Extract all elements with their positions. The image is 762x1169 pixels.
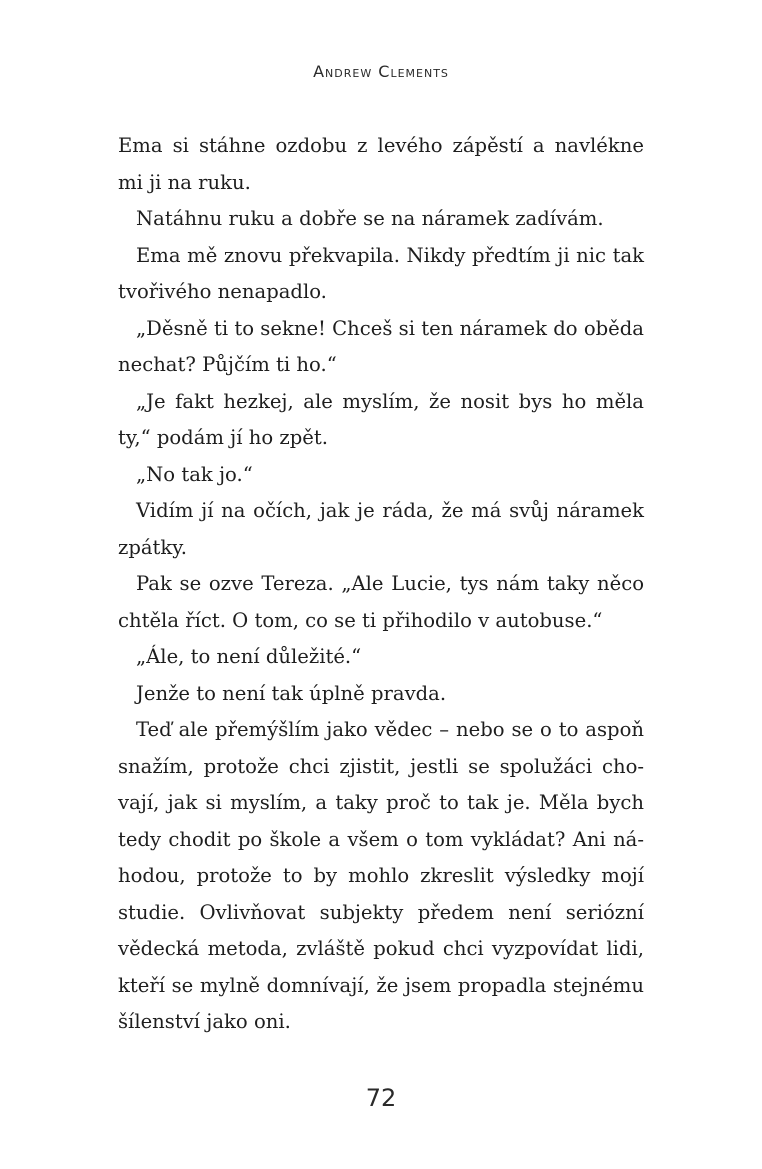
paragraph: Jenže to není tak úplně pravda. [136, 681, 447, 705]
paragraph: Teď ale přemýšlím jako vědec – nebo se o to aspoň snažím, protože chci zjistit, jestli se spolužáci chovají, jak si myslím, a taky proč to tak je. Měla bych tedy chodit po škole a všem o tom vykládat? Ani náhodou, protože to by mohlo zkreslit výsledky mojí studie. Ovlivňovat subjekty předem není seriózní vědecká metoda, zvláště pokud chci vyzpovídat lidi, kteří se mylně domnívají, že jsem propadla stejnému šílenství jako oni. [118, 718, 644, 1033]
paragraph: Vidím jí na očích, jak je ráda, že má svůj náramek zpátky. [118, 499, 644, 559]
paragraph: Ema si stáhne ozdobu z levého zápěstí a navlékne mi ji na ruku. [118, 134, 644, 194]
paragraph: Pak se ozve Tereza. „Ale Lucie, tys nám taky něco chtěla říct. O tom, co se ti přihodilo v autobuse.“ [118, 572, 644, 632]
paragraph: Natáhnu ruku a dobře se na náramek zadívám. [136, 207, 604, 230]
paragraph: Ema mě znovu překvapila. Nikdy předtím ji nic tak tvořivého nenapadlo. [118, 243, 644, 303]
paragraph: „Je fakt hezkej, ale myslím, že nosit bys ho měla ty,“ podám jí ho zpět. [118, 389, 644, 449]
running-header: Andrew Clements [313, 62, 449, 81]
paragraph: „Ále, to není důležité.“ [136, 645, 362, 668]
body-text [118, 128, 644, 1041]
page-number: 72 [365, 1084, 397, 1112]
paragraph: „Děsně ti to sekne! Chceš si ten náramek do oběda nechat? Půjčím ti ho.“ [118, 316, 644, 376]
paragraph: „No tak jo.“ [136, 462, 253, 486]
